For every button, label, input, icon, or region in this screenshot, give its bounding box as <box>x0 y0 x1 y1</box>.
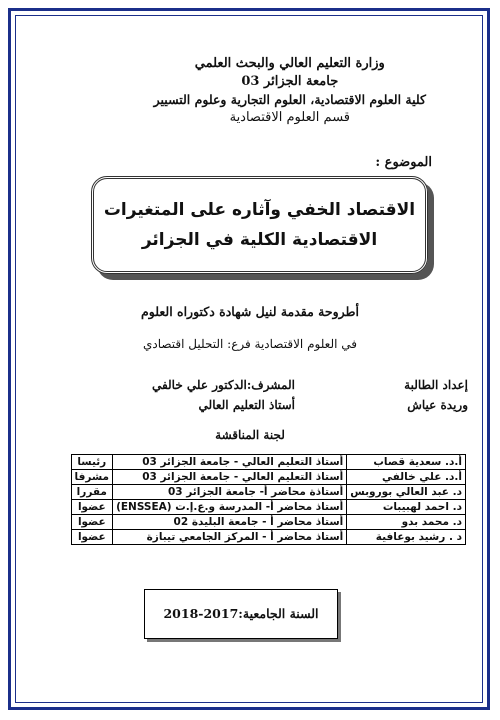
university-line: جامعة الجزائر 03 <box>241 74 339 89</box>
subject-label: الموضوع : <box>375 155 432 170</box>
member-role: مشرفا <box>71 470 113 485</box>
member-rank: أستاذ التعليم العالي - جامعة الجزائر 03 <box>113 455 347 470</box>
member-role: عضوا <box>71 530 113 545</box>
member-name: أ.د. علي خالفي <box>347 470 466 485</box>
table-row <box>71 500 465 515</box>
member-rank: أستاذ محاضر أ- المدرسة و.ع.إ.ت (ENSSEA) <box>113 500 347 515</box>
supervisor-block <box>152 375 295 415</box>
thesis-title-line-1: الاقتصاد الخفي وآثاره على المتغيرات <box>103 200 416 220</box>
member-role: عضوا <box>71 500 113 515</box>
committee-table <box>71 454 466 545</box>
member-rank: أستاذ التعليم العالي - جامعة الجزائر 03 <box>113 470 347 485</box>
table-row <box>71 485 465 500</box>
thesis-title-box <box>91 176 428 274</box>
ministry-line: وزارة التعليم العالي والبحث العلمي <box>194 56 385 71</box>
member-name: أ.د. سعدية قصاب <box>347 455 466 470</box>
table-row <box>71 515 465 530</box>
member-role: رئيسا <box>71 455 113 470</box>
table-row <box>71 455 465 470</box>
academic-year-box <box>144 589 338 639</box>
member-name: د. محمد بدو <box>347 515 466 530</box>
member-role: مقررا <box>71 485 113 500</box>
committee-title: لجنة المناقشة <box>215 428 285 442</box>
supervisor-rank: أستاذ التعليم العالي <box>198 398 295 412</box>
specialty: في العلوم الاقتصادية فرع: التحليل اقتصادي <box>143 337 357 351</box>
supervisor-label: المشرف:الدكتور علي خالفي <box>151 378 295 392</box>
student-name: وريدة عياش <box>407 398 468 412</box>
department-line: قسم العلوم الاقتصادية <box>229 110 351 125</box>
member-name: د. عبد العالي بوروبس <box>347 485 466 500</box>
student-block <box>404 375 468 415</box>
title-page <box>22 18 478 698</box>
table-row <box>71 470 465 485</box>
table-row <box>71 530 465 545</box>
member-name: د . رشيد بوعافية <box>347 530 466 545</box>
member-role: عضوا <box>71 515 113 530</box>
member-rank: أستاذ محاضر أ - جامعة البليدة 02 <box>113 515 347 530</box>
thesis-title-line-2: الاقتصادية الكلية في الجزائر <box>141 230 378 250</box>
member-rank: أستاذ محاضر أ - المركز الجامعي تيبازة <box>113 530 347 545</box>
member-rank: أستاذة محاضر أ- جامعة الجزائر 03 <box>113 485 347 500</box>
faculty-line: كلية العلوم الاقتصادية، العلوم التجارية وعلوم التسيير <box>153 92 426 107</box>
thesis-type: أطروحة مقدمة لنيل شهادة دكتوراه العلوم <box>141 304 359 319</box>
academic-year: السنة الجامعية:2017-2018 <box>163 606 319 621</box>
member-name: د. احمد لهبيبات <box>347 500 466 515</box>
student-label: إعداد الطالبة <box>404 378 468 392</box>
institution-header <box>154 55 426 127</box>
